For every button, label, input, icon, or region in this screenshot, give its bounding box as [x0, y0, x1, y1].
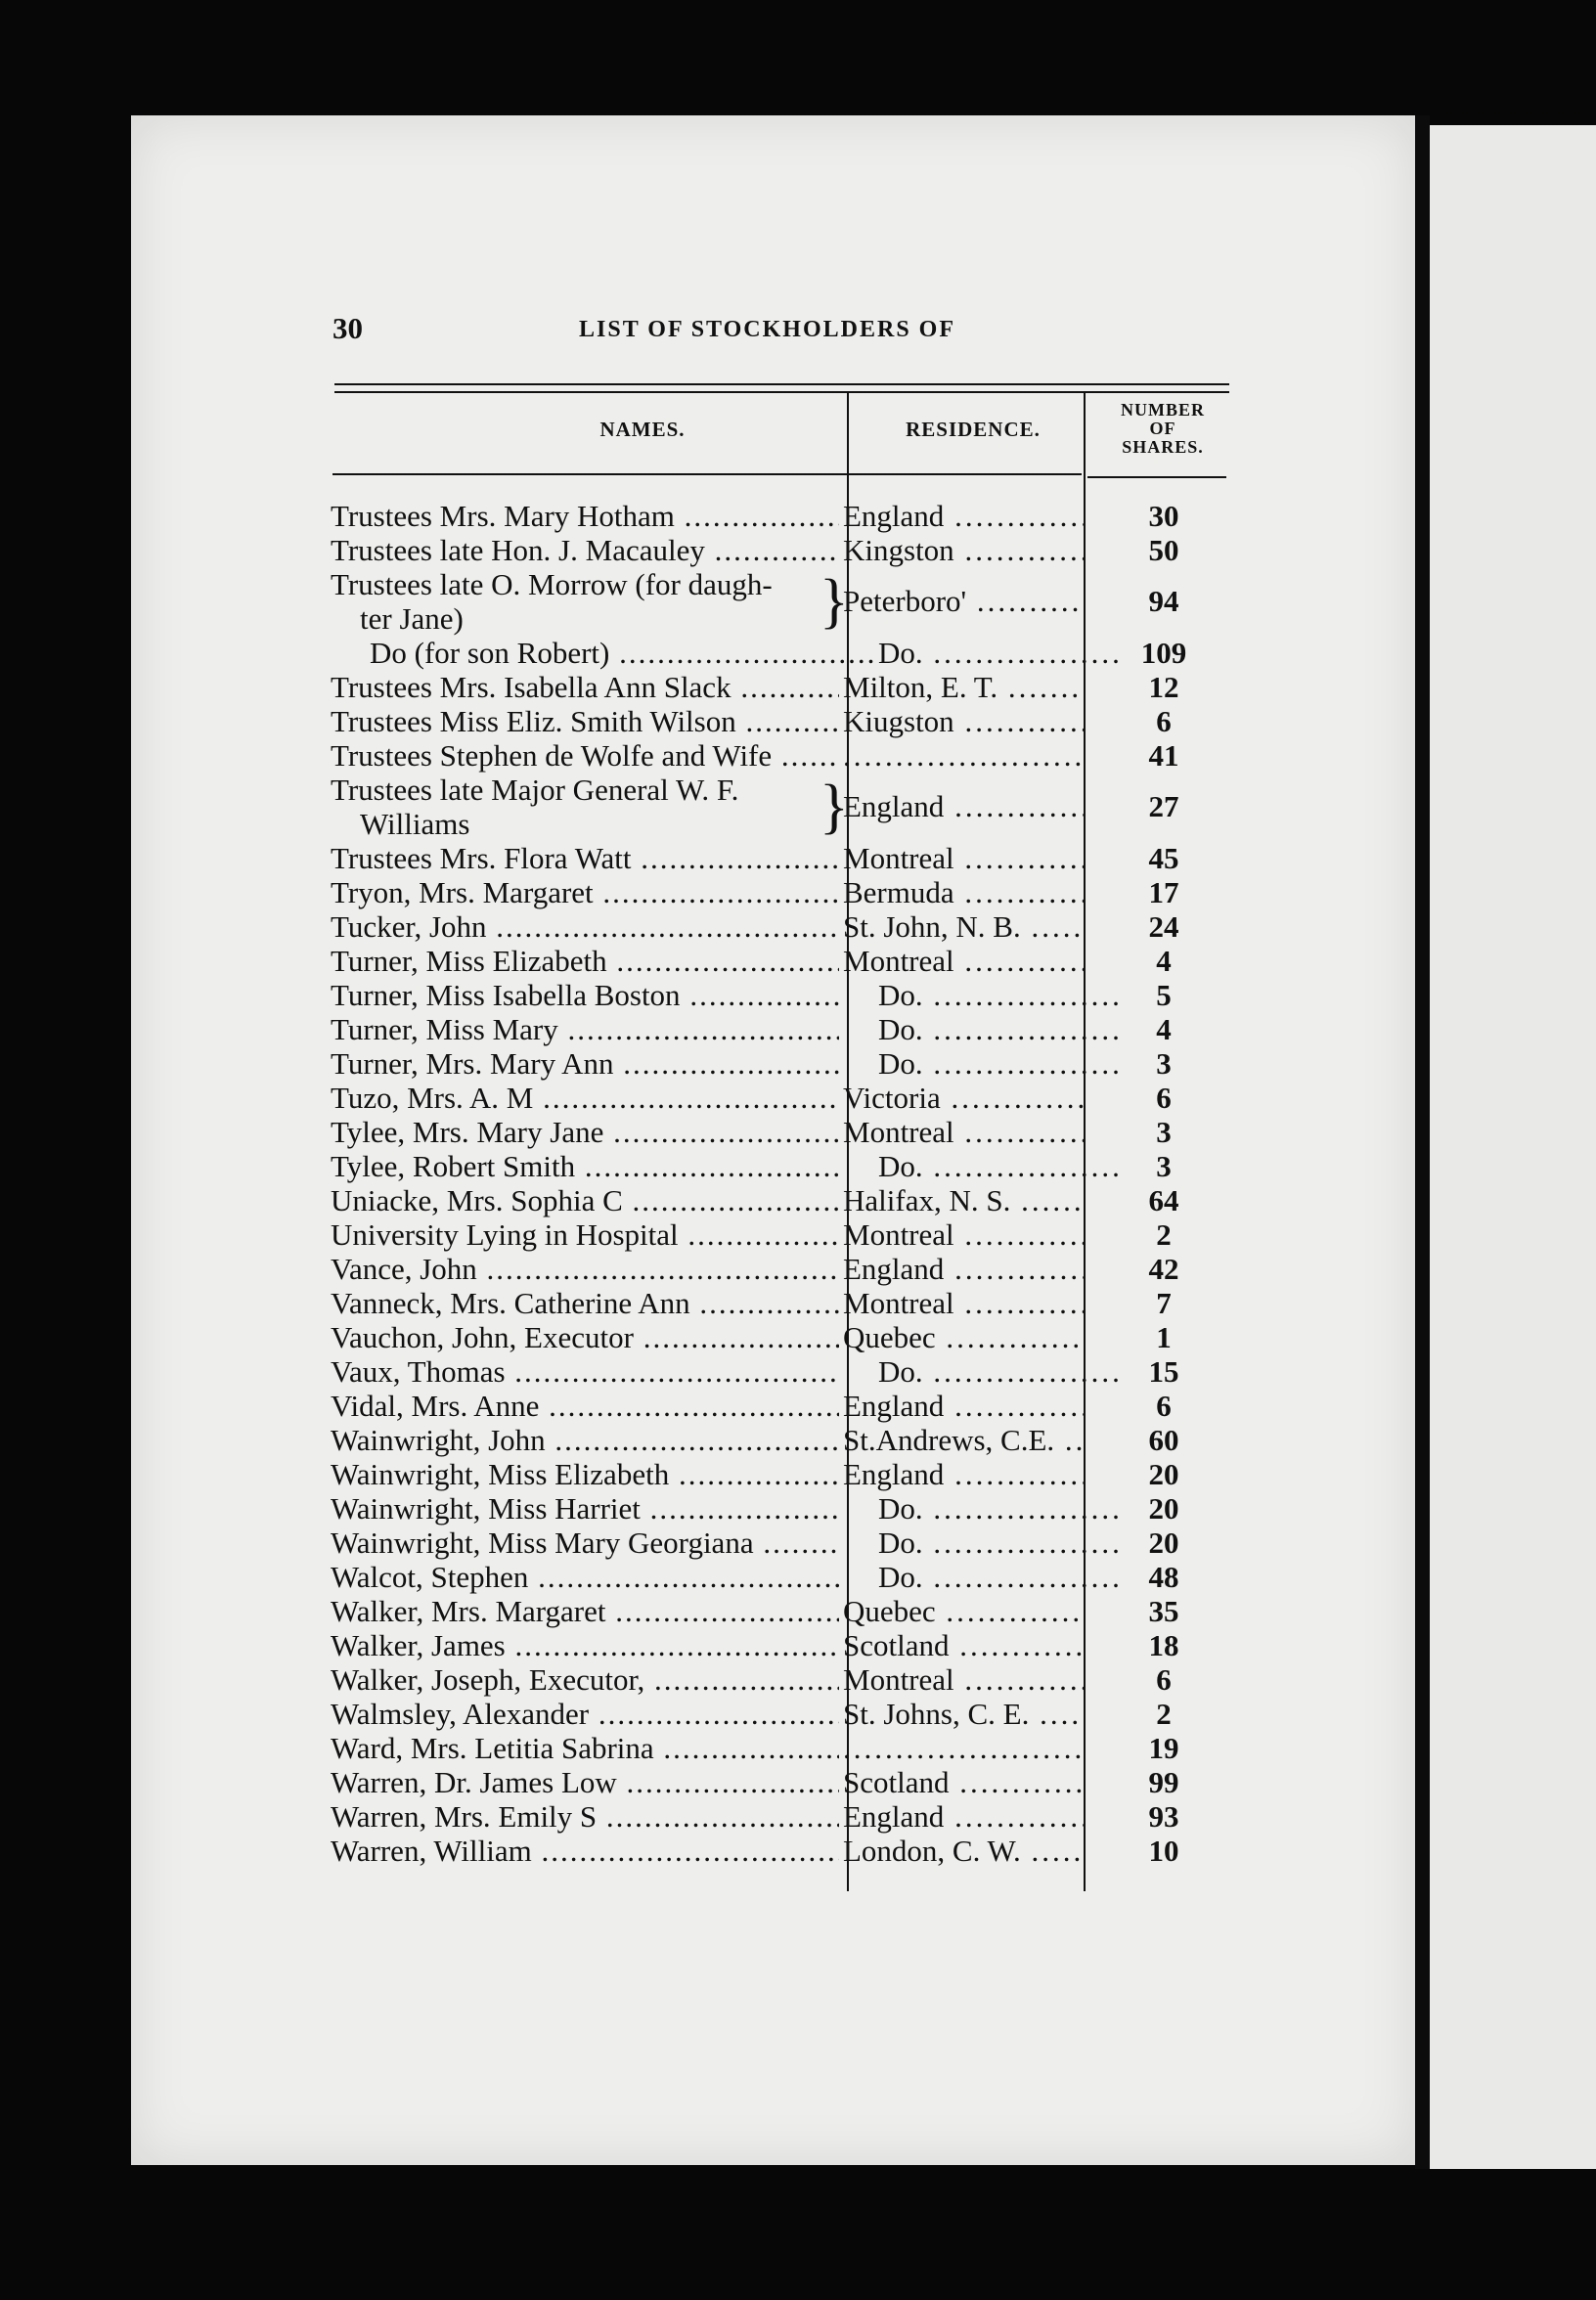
stockholder-name: Wainwright, Miss Harriet ..... [331, 1491, 839, 1526]
table-row [323, 499, 1242, 533]
stockholder-residence: Do. ..... [843, 1526, 1119, 1560]
stockholder-shares: 109 [1140, 636, 1187, 670]
stockholder-residence: Montreal ..... [843, 1662, 1084, 1697]
stockholder-shares: 20 [1148, 1491, 1179, 1526]
stockholder-list [323, 499, 1242, 1868]
stockholder-shares: 99 [1148, 1765, 1179, 1799]
stockholder-shares: 3 [1156, 1115, 1172, 1149]
stockholder-name: Tucker, John ..... [331, 909, 839, 944]
stockholder-name: Turner, Mrs. Mary Ann ..... [331, 1046, 839, 1081]
stockholder-shares: 27 [1148, 789, 1179, 823]
column-header-names: NAMES. [599, 418, 686, 441]
stockholder-residence: Quebec ..... [843, 1320, 1084, 1354]
facing-page-edge [1430, 125, 1596, 2169]
stockholder-shares: 94 [1148, 584, 1179, 618]
stockholder-residence: Quebec ..... [843, 1594, 1084, 1628]
stockholder-name: Warren, William ..... [331, 1834, 839, 1868]
grouping-brace: } [820, 568, 849, 635]
stockholder-shares: 2 [1156, 1217, 1172, 1252]
stockholder-shares: 35 [1148, 1594, 1179, 1628]
stockholder-name: Do (for son Robert) ..... [331, 636, 878, 670]
stockholder-name-line-2: ter Jane) [360, 601, 464, 636]
stockholder-shares: 3 [1156, 1046, 1172, 1081]
stockholder-name: Walmsley, Alexander ..... [331, 1697, 839, 1731]
stockholder-name: Vidal, Mrs. Anne ..... [331, 1389, 839, 1423]
stockholder-shares: 20 [1148, 1457, 1179, 1491]
stockholder-residence: Do. ..... [843, 1149, 1119, 1183]
stockholder-shares: 41 [1148, 738, 1179, 773]
stockholder-residence: Do. ..... [843, 978, 1119, 1012]
table-row [323, 738, 1242, 773]
stockholder-residence [843, 738, 1084, 773]
table-row [323, 1457, 1242, 1491]
table-row [323, 567, 1242, 636]
table-row [323, 1594, 1242, 1628]
table-row [323, 1081, 1242, 1115]
stockholder-name: Turner, Miss Mary ..... [331, 1012, 839, 1046]
table-row [323, 704, 1242, 738]
stockholder-name: Walcot, Stephen ..... [331, 1560, 839, 1594]
stockholder-residence: Do. ..... [843, 1354, 1119, 1389]
stockholder-residence: Do. ..... [843, 636, 1119, 670]
stockholder-name: Trustees late Hon. J. Macauley ..... [331, 533, 839, 567]
stockholder-shares: 15 [1148, 1354, 1179, 1389]
stockholder-residence: Do. ..... [843, 1046, 1119, 1081]
stockholder-residence: England ..... [843, 1252, 1084, 1286]
shares-header-line-3: SHARES. [1122, 437, 1204, 457]
stockholder-name: Vance, John ..... [331, 1252, 839, 1286]
stockholder-name: Walker, Mrs. Margaret ..... [331, 1594, 839, 1628]
table-row [323, 1526, 1242, 1560]
stockholder-residence: England ..... [843, 1389, 1084, 1423]
stockholder-name: Tryon, Mrs. Margaret ..... [331, 875, 839, 909]
table-row [323, 1628, 1242, 1662]
stockholder-shares: 18 [1148, 1628, 1179, 1662]
stockholder-name: Trustees Stephen de Wolfe and Wife ..... [331, 738, 839, 773]
stockholder-shares: 45 [1148, 841, 1179, 875]
stockholder-name-line-1: Trustees late O. Morrow (for daugh- [331, 567, 773, 601]
stockholder-residence: Do. ..... [843, 1012, 1119, 1046]
column-header-shares [1093, 401, 1232, 457]
stockholder-shares: 3 [1156, 1149, 1172, 1183]
stockholder-residence: St. Johns, C. E. ..... [843, 1697, 1084, 1731]
stockholder-shares: 2 [1156, 1697, 1172, 1731]
header-double-rule [334, 383, 1229, 393]
table-row [323, 670, 1242, 704]
stockholder-residence: St.Andrews, C.E. ..... [843, 1423, 1084, 1457]
table-row [323, 1799, 1242, 1834]
stockholder-shares: 5 [1156, 978, 1172, 1012]
stockholder-name: Uniacke, Mrs. Sophia C ..... [331, 1183, 839, 1217]
stockholder-name [331, 773, 839, 841]
stockholder-residence: Victoria ..... [843, 1081, 1084, 1115]
stockholder-name: Tylee, Robert Smith ..... [331, 1149, 839, 1183]
stockholder-residence: Milton, E. T. ..... [843, 670, 1084, 704]
table-row [323, 909, 1242, 944]
stockholder-shares: 19 [1148, 1731, 1179, 1765]
stockholder-shares: 7 [1156, 1286, 1172, 1320]
stockholder-residence: Peterboro' ..... [843, 584, 1084, 618]
stockholder-residence: Do. ..... [843, 1560, 1119, 1594]
table-row [323, 1252, 1242, 1286]
stockholder-residence: England ..... [843, 499, 1084, 533]
stockholder-shares: 64 [1148, 1183, 1179, 1217]
stockholder-residence: Montreal ..... [843, 1286, 1084, 1320]
stockholder-name: Walker, Joseph, Executor, ..... [331, 1662, 839, 1697]
stockholder-name: Wainwright, Miss Mary Georgiana ..... [331, 1526, 839, 1560]
stockholder-residence: London, C. W. ..... [843, 1834, 1084, 1868]
stockholder-residence: Bermuda ..... [843, 875, 1084, 909]
grouping-brace: } [820, 774, 849, 840]
stockholder-name: University Lying in Hospital ..... [331, 1217, 839, 1252]
table-row [323, 875, 1242, 909]
table-row [323, 1320, 1242, 1354]
table-row [323, 533, 1242, 567]
stockholder-name: Trustees Mrs. Mary Hotham ..... [331, 499, 839, 533]
stockholder-shares: 30 [1148, 499, 1179, 533]
stockholder-shares: 4 [1156, 944, 1172, 978]
stockholder-shares: 1 [1156, 1320, 1172, 1354]
stockholder-residence: Scotland ..... [843, 1628, 1084, 1662]
stockholder-name: Wainwright, Miss Elizabeth ..... [331, 1457, 839, 1491]
stockholder-shares: 42 [1148, 1252, 1179, 1286]
stockholder-shares: 17 [1148, 875, 1179, 909]
stockholder-shares: 50 [1148, 533, 1179, 567]
table-row [323, 1286, 1242, 1320]
table-row [323, 1697, 1242, 1731]
column-header-residence: RESIDENCE. [906, 418, 1041, 441]
header-bottom-rule-left [332, 473, 1082, 475]
stockholder-shares: 60 [1148, 1423, 1179, 1457]
table-row [323, 1354, 1242, 1389]
table-row [323, 1046, 1242, 1081]
stockholder-residence: Kingston ..... [843, 533, 1084, 567]
stockholder-name-line-2: Williams [360, 807, 470, 841]
stockholder-name: Vauchon, John, Executor ..... [331, 1320, 839, 1354]
shares-header-line-2: OF [1149, 419, 1176, 438]
stockholder-shares: 93 [1148, 1799, 1179, 1834]
table-row [323, 1115, 1242, 1149]
table-row [323, 1731, 1242, 1765]
table-row [323, 1183, 1242, 1217]
page-number: 30 [332, 311, 363, 345]
stockholder-name: Trustees Mrs. Flora Watt ..... [331, 841, 839, 875]
stockholder-residence: Scotland ..... [843, 1765, 1084, 1799]
stockholder-name: Tylee, Mrs. Mary Jane ..... [331, 1115, 839, 1149]
stockholder-residence: Montreal ..... [843, 1115, 1084, 1149]
stockholder-residence: Montreal ..... [843, 841, 1084, 875]
stockholder-shares: 10 [1148, 1834, 1179, 1868]
table-row [323, 1765, 1242, 1799]
table-row [323, 841, 1242, 875]
stockholder-name: Wainwright, John ..... [331, 1423, 839, 1457]
stockholder-shares: 6 [1156, 704, 1172, 738]
stockholder-name: Tuzo, Mrs. A. M ..... [331, 1081, 839, 1115]
stockholder-residence: England ..... [843, 1457, 1084, 1491]
stockholder-residence: England ..... [843, 789, 1084, 823]
table-row [323, 1423, 1242, 1457]
shares-header-line-1: NUMBER [1121, 400, 1205, 420]
stockholder-shares: 24 [1148, 909, 1179, 944]
table-row [323, 944, 1242, 978]
stockholder-name: Walker, James ..... [331, 1628, 839, 1662]
stockholder-residence: Montreal ..... [843, 1217, 1084, 1252]
stockholder-shares: 6 [1156, 1389, 1172, 1423]
table-row [323, 1217, 1242, 1252]
table-row [323, 773, 1242, 841]
table-row [323, 1560, 1242, 1594]
stockholder-shares: 6 [1156, 1662, 1172, 1697]
header-bottom-rule-right [1087, 476, 1226, 478]
table-row [323, 1012, 1242, 1046]
stockholder-name-line-1: Trustees late Major General W. F. [331, 773, 739, 807]
stockholder-name: Trustees Miss Eliz. Smith Wilson ..... [331, 704, 839, 738]
table-row [323, 636, 1242, 670]
stockholder-shares: 20 [1148, 1526, 1179, 1560]
stockholder-shares: 4 [1156, 1012, 1172, 1046]
stockholder-name: Vanneck, Mrs. Catherine Ann ..... [331, 1286, 839, 1320]
stockholder-residence: Do. ..... [843, 1491, 1119, 1526]
running-head: LIST OF STOCKHOLDERS OF [579, 317, 955, 342]
stockholder-name: Warren, Mrs. Emily S ..... [331, 1799, 839, 1834]
stockholder-name: Turner, Miss Isabella Boston ..... [331, 978, 839, 1012]
table-row [323, 978, 1242, 1012]
stockholder-shares: 48 [1148, 1560, 1179, 1594]
table-row [323, 1491, 1242, 1526]
stockholder-name: Trustees Mrs. Isabella Ann Slack ..... [331, 670, 839, 704]
stockholder-residence: Montreal ..... [843, 944, 1084, 978]
stockholder-name: Warren, Dr. James Low ..... [331, 1765, 839, 1799]
stockholder-name: Turner, Miss Elizabeth ..... [331, 944, 839, 978]
stockholder-name [331, 567, 839, 636]
table-row [323, 1149, 1242, 1183]
stockholder-shares: 6 [1156, 1081, 1172, 1115]
table-row [323, 1389, 1242, 1423]
stockholder-shares: 12 [1148, 670, 1179, 704]
page-gutter [1415, 115, 1430, 2169]
stockholder-residence: St. John, N. B. ..... [843, 909, 1084, 944]
stockholder-residence: Halifax, N. S. ..... [843, 1183, 1084, 1217]
table-row [323, 1662, 1242, 1697]
stockholder-residence [843, 1731, 1084, 1765]
stockholder-residence: Kiugston ..... [843, 704, 1084, 738]
stockholder-name: Ward, Mrs. Letitia Sabrina ..... [331, 1731, 839, 1765]
stockholder-name: Vaux, Thomas ..... [331, 1354, 839, 1389]
table-row [323, 1834, 1242, 1868]
stockholder-residence: England ..... [843, 1799, 1084, 1834]
